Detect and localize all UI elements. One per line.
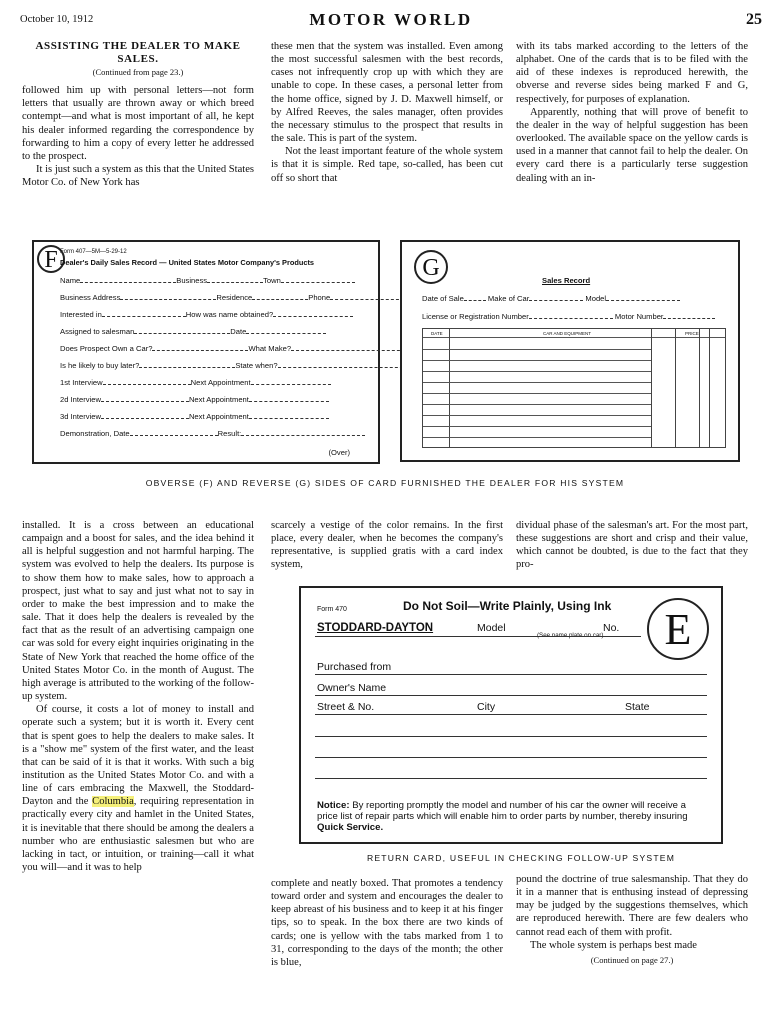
paragraph: It is just such a system as this that the United States Motor Co. of New York has <box>22 164 254 189</box>
letter-g-badge: G <box>414 250 448 284</box>
ledger-row-rule <box>423 349 651 350</box>
fill-line <box>249 395 329 402</box>
rule-line <box>315 674 707 675</box>
mid-column-3 <box>516 519 748 572</box>
page-number: 25 <box>746 11 762 28</box>
field-label: Result: <box>217 429 242 438</box>
card-f-field-row <box>60 310 353 319</box>
field-label: 1st Interview <box>60 378 103 387</box>
card-figure <box>22 232 748 494</box>
ledger-table <box>422 328 726 448</box>
col-car: CAR AND EQUIPMENT <box>543 331 592 336</box>
card-f-field-row <box>60 293 404 302</box>
fill-line <box>152 344 248 351</box>
paragraph: Apparently, nothing that will prove of benefit to the dealer in the way of helpful suggestion has been overlooked. The available space on the yellow cards is used in a manner that cannot fail to help the dealer. On every card there is a particularly terse suggestion dealing with an in- <box>516 106 748 184</box>
top-column-2 <box>271 40 503 185</box>
paragraph <box>22 703 254 874</box>
card-f-obverse <box>32 240 380 464</box>
continued-on: (Continued on page 27.) <box>590 954 674 965</box>
rule-line <box>315 714 707 715</box>
fill-line <box>102 310 186 317</box>
fill-line <box>101 412 189 419</box>
ledger-row-rule <box>423 371 651 372</box>
ledger-row-rule <box>423 360 651 361</box>
return-card-caption: RETURN CARD, USEFUL IN CHECKING FOLLOW-UP SYSTEM <box>366 853 676 863</box>
fill-line <box>251 378 331 385</box>
fill-line <box>80 276 176 283</box>
paragraph: pound the doctrine of true salesmanship. That they do it in a manner that is enthusing instead of depressing may be judged by the suggestions themselves, which are reproduced herewith. There are few dealers who cannot read each of them with profit. <box>516 874 748 938</box>
city-label: City <box>477 701 496 713</box>
bottom-column-2 <box>271 877 503 969</box>
paragraph: these men that the system was installed. Even among the most successful salesmen with the best records, cases not infrequently crop up with which they are unable to cope. In these cases, a personal letter from the home office, signed by J. D. Maxwell himself, or by Alfred Reeves, the sales manager, often provides the necessary stimulus to the prospect that results in the sale. This is part of the system. <box>271 41 503 145</box>
field-label: Is he likely to buy later? <box>60 361 140 370</box>
col-divider <box>651 329 652 447</box>
fill-line <box>120 293 216 300</box>
fill-line <box>252 293 308 300</box>
street-label: Street & No. <box>317 701 375 713</box>
card-f-field-row <box>60 344 415 353</box>
top-column-3 <box>516 40 748 185</box>
ledger-row-rule <box>423 404 651 405</box>
field-label: License or Registration Number <box>422 312 529 321</box>
ledger-row-rule <box>423 393 651 394</box>
ledger-row-rule <box>423 437 651 438</box>
bottom-column-3 <box>516 873 748 972</box>
text-run: , requiring representation in practically every city and hamlet in the United States, it is inevitable that there should be among the dealers a number who are enthusiastic salesmen but who are lacking in tact, or intuition, or training—call it what you will—and it was to help <box>22 796 254 874</box>
col-divider <box>699 329 700 447</box>
top-column-1 <box>22 40 254 189</box>
field-label: Phone <box>308 293 331 302</box>
card-e-return <box>299 586 723 844</box>
ledger-row-rule <box>423 426 651 427</box>
card-f-field-row <box>60 412 329 421</box>
fill-line <box>273 310 353 317</box>
owner-name-label: Owner's Name <box>317 682 387 694</box>
fill-line <box>207 276 263 283</box>
card-f-field-row <box>60 361 408 370</box>
state-label: State <box>625 701 650 713</box>
notice-text <box>317 800 705 833</box>
fill-line <box>139 361 235 368</box>
col-date: DATE <box>431 331 443 336</box>
rule-line <box>315 695 707 696</box>
notice-label: Notice: <box>317 800 350 811</box>
mid-column-2 <box>271 519 503 572</box>
paragraph: installed. It is a cross between an educational campaign and a boost for sales, and the idea behind it all is helpful suggestion and not harmful harping. The system was evolved to help the dealers. Its purpose is to show them how to make sales, how to approach a prospect, just what to say and just what not to say in order to make the best impression and to make the sale. That it does help the dealers is revealed by the fact that as the result of an advertising campaign one car was sold for every eight inquiries originating in the State of New York that reached the home office of the United States Motor Co. in the month of August. The high average is attributed to the working of the follow-up system. <box>22 520 254 703</box>
card-f-field-row <box>60 378 331 387</box>
col-divider <box>449 329 450 447</box>
card-title: Dealer's Daily Sales Record — United States Motor Company's Products <box>60 258 315 267</box>
publication-title: MOTOR WORLD <box>309 10 473 29</box>
field-label: Does Prospect Own a Car? <box>60 344 153 353</box>
field-label: Next Appointment <box>188 395 249 404</box>
form-number: Form 470 <box>317 606 347 613</box>
col-divider <box>675 329 676 447</box>
field-label: Demonstration, Date <box>60 429 130 438</box>
card-f-field-row <box>60 276 355 285</box>
rule-line <box>315 636 641 637</box>
field-label: Date <box>230 327 247 336</box>
fill-line <box>246 327 326 334</box>
col-price: PRICE <box>685 331 699 336</box>
notice-body: By reporting promptly the model and number of his car the owner will receive a price list of repair parts which will enable him to order parts by number, thereby insuring <box>317 800 688 822</box>
letter-e-badge: E <box>647 598 709 660</box>
paragraph: with its tabs marked according to the letters of the alphabet. One of the cards that is to be filed with the aid of these indexes is reproduced herewith, the obverse and reverse sides being marked F and G, respectively, for purposes of explanation. <box>516 41 748 105</box>
field-label: Residence <box>216 293 253 302</box>
field-label: Next Appointment <box>190 378 251 387</box>
fill-line <box>281 276 355 283</box>
field-label: Town <box>263 276 281 285</box>
fill-line <box>101 395 189 402</box>
card-title: Sales Record <box>542 276 591 285</box>
card-f-field-row <box>60 395 329 404</box>
article-headline: ASSISTING THE DEALER TO MAKE SALES. <box>35 40 241 65</box>
field-label: Date of Sale <box>422 294 464 303</box>
letter-f-badge: F <box>37 245 65 273</box>
highlighted-word: Columbia <box>92 796 134 808</box>
ledger-row-rule <box>423 415 651 416</box>
field-label: Interested in <box>60 310 102 319</box>
mid-column-1 <box>22 519 254 874</box>
field-label: Name <box>60 276 81 285</box>
number-label: No. <box>603 622 620 634</box>
field-label: Motor Number <box>614 312 664 321</box>
page-header <box>20 10 762 38</box>
field-label: Assigned to salesman <box>60 327 135 336</box>
fill-line <box>103 378 191 385</box>
fill-line <box>130 429 218 436</box>
notice-emphasis: Quick Service. <box>317 822 384 833</box>
field-label: Next Appointment <box>188 412 249 421</box>
fill-line <box>278 361 408 368</box>
field-label: Model <box>585 294 607 303</box>
figure-caption: OBVERSE (F) AND REVERSE (G) SIDES OF CARD FURNISHED THE DEALER FOR HIS SYSTEM <box>145 478 625 488</box>
field-label: What Make? <box>248 344 292 353</box>
rule-line <box>315 736 707 737</box>
over-label: (Over) <box>328 448 350 457</box>
paragraph: The whole system is perhaps best made <box>530 939 697 951</box>
fill-line <box>330 293 404 300</box>
g-row-2 <box>422 312 715 321</box>
paragraph: complete and neatly boxed. That promotes a tendency toward order and system and encourages the dealer to keep abreast of his business and to keep it at his finger tips, so to speak. In the box there are two kinds of cards; one is yellow with the tabs marked from 1 to 31, corresponding to the days of the month; the other is blue, <box>271 878 503 968</box>
card-f-field-row <box>60 327 326 336</box>
fill-line <box>134 327 230 334</box>
g-row-1 <box>422 294 680 303</box>
field-label: State when? <box>235 361 278 370</box>
field-label: 2d Interview <box>60 395 101 404</box>
purchased-from-label: Purchased from <box>317 661 392 673</box>
field-label: 3d Interview <box>60 412 101 421</box>
continued-from: (Continued from page 23.) <box>92 67 184 77</box>
fill-line <box>249 412 329 419</box>
field-label: Make of Car <box>487 294 530 303</box>
card-g-reverse <box>400 240 740 462</box>
issue-date: October 10, 1912 <box>20 14 94 25</box>
rule-line <box>315 778 707 779</box>
form-number: Form 407—5M—5-29-12 <box>60 249 127 255</box>
text-run: Of course, it costs a lot of money to install and operate such a system; but it is worth it. Every cent that is spent goes to help the dealers to make sales. It is a "show me" system of the first water, and the least that can be said of it is that it works. With such a big institution as the United States Motor Co. and with a line of cars embracing the Maxwell, the Stoddard-Dayton and the <box>22 704 254 808</box>
paragraph: followed him up with personal letters—not form letters that usually are thrown away or which breed contempt—and what is most important of all, he kept his dealer informed regarding the correspondence by forwarding to him a copy of every letter he addressed to the prospect. <box>22 85 254 162</box>
fill-line <box>241 429 365 436</box>
brand-name: STODDARD-DAYTON <box>317 622 434 634</box>
model-label: Model <box>477 622 506 634</box>
fill-line <box>291 344 415 351</box>
paragraph: scarcely a vestige of the color remains. In the first place, every dealer, when he becomes the company's representative, is supplied gratis with a card index system, <box>271 520 503 571</box>
field-label: How was name obtained? <box>185 310 274 319</box>
field-label: Business Address <box>60 293 121 302</box>
ledger-row-rule <box>423 382 651 383</box>
field-label: Business <box>176 276 208 285</box>
card-f-field-row <box>60 429 365 438</box>
col-divider <box>709 329 710 447</box>
card-title: Do Not Soil—Write Plainly, Using Ink <box>403 599 612 613</box>
paragraph: Not the least important feature of the whole system is that it is simple. Red tape, so-called, has been cut off so short that <box>271 146 503 184</box>
paragraph: dividual phase of the salesman's art. For the most part, these suggestions are short and crisp and their value, which cannot be doubted, is due to the fact that they pro- <box>516 520 748 571</box>
rule-line <box>315 757 707 758</box>
